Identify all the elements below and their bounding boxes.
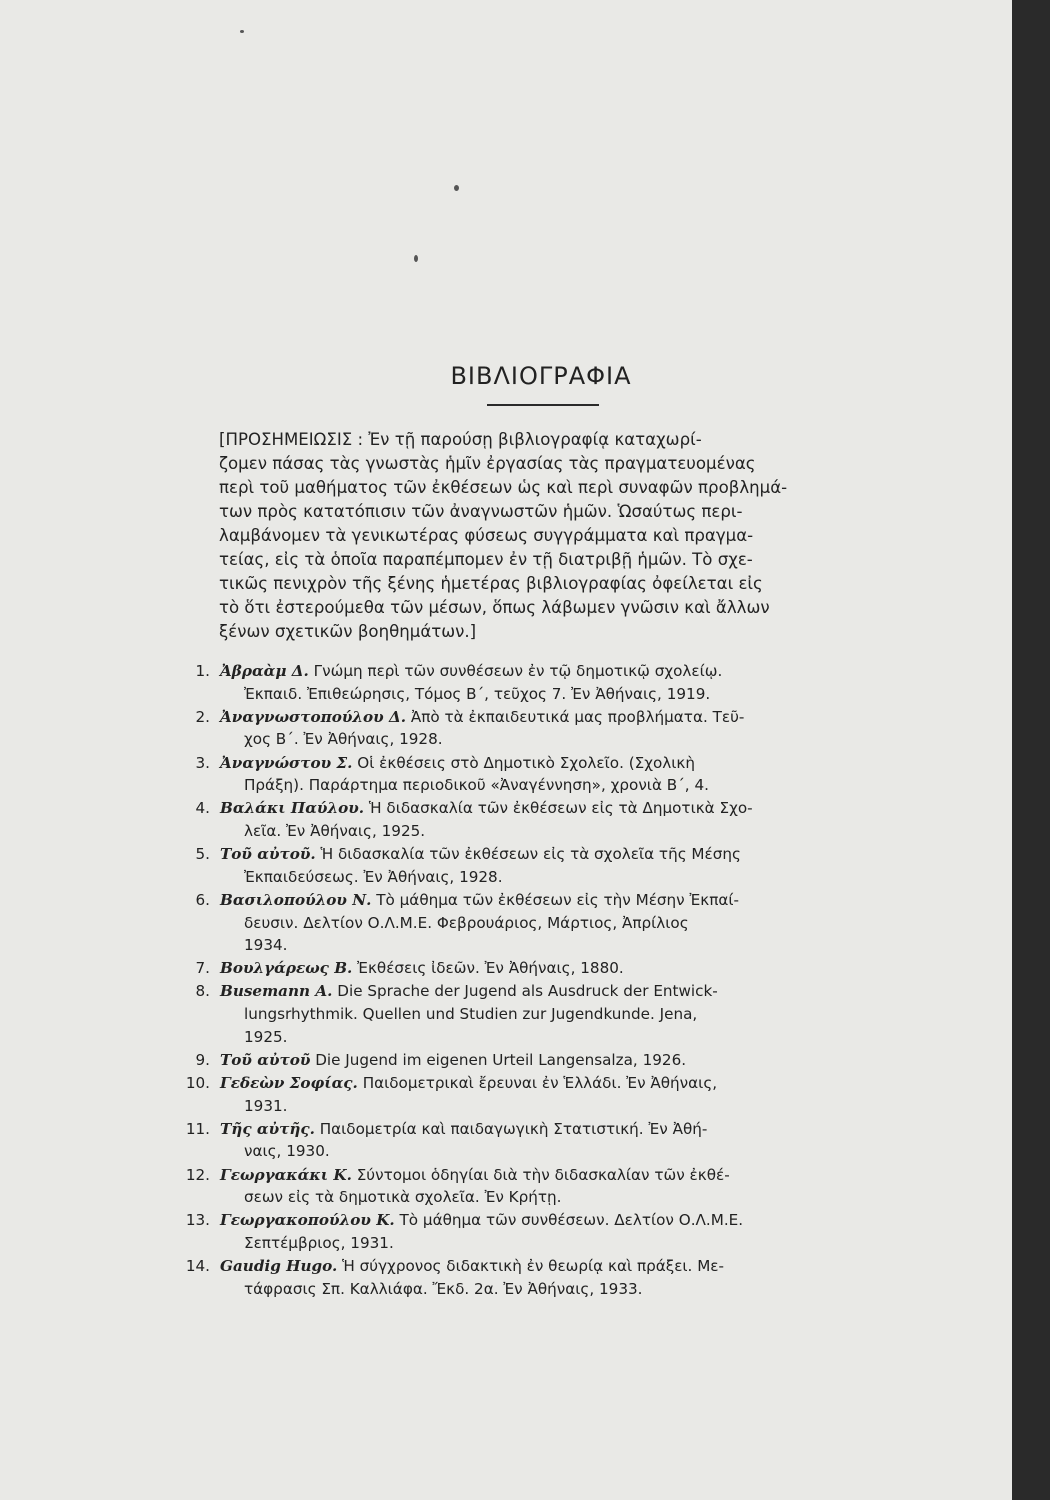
reference-text: Τὸ μάθημα τῶν ἐκθέσεων εἰς τὴν Μέσην Ἐκπαί- [376, 890, 740, 909]
reference-number: 2. [195, 707, 210, 726]
reference-continuation: Ἐκπαιδ. Ἐπιθεώρησις, Τόμος Β΄, τεῦχος 7. Ἐν Ἀθήναις, 1919. [244, 684, 711, 703]
reference-continuation: λεῖα. Ἐν Ἀθήναις, 1925. [244, 821, 426, 840]
reference-continuation: 1931. [244, 1096, 288, 1115]
reference-number: 3. [195, 753, 210, 772]
reference-text: Ἀπὸ τὰ ἐκπαιδευτικά μας προβλήματα. Τεῦ- [410, 707, 745, 726]
reference-continuation: lungsrhythmik. Quellen und Studien zur Jugendkunde. Jena, [244, 1005, 698, 1024]
reference-entry [176, 957, 896, 980]
reference-continuation: Ἐκπαιδεύσεως. Ἐν Ἀθήναις, 1928. [244, 867, 503, 886]
note-line: ξένων σχετικῶν βοηθημάτων.] [219, 622, 477, 641]
reference-text: Γνώμη περὶ τῶν συνθέσεων ἐν τῷ δημοτικῷ σχολείῳ. [313, 662, 723, 680]
note-line: περὶ τοῦ μαθήματος τῶν ἐκθέσεων ὡς καὶ περὶ συναφῶν προβλημά- [219, 478, 788, 497]
reference-entry [176, 1164, 896, 1209]
note-line: τείας, εἰς τὰ ὁποῖα παραπέμπομεν ἐν τῇ διατριβῇ ἡμῶν. Τὸ σχε- [219, 550, 753, 569]
reference-number: 10. [185, 1074, 210, 1093]
reference-number: 1. [195, 662, 210, 680]
note-line: των πρὸς κατατόπισιν τῶν ἀναγνωστῶν ἡμῶν. Ὡσαύτως περι- [219, 502, 743, 521]
note-line: [ΠΡΟΣΗΜΕΙΩΣΙΣ : Ἐν τῇ παρούσῃ βιβλιογραφίᾳ καταχωρί- [219, 430, 702, 449]
reference-text: Παιδομετρία καὶ παιδαγωγικὴ Στατιστική. Ἐν Ἀθή- [319, 1119, 708, 1138]
reference-continuation: δευσιν. Δελτίον Ο.Λ.Μ.Ε. Φεβρουάριος, Μάρτιος, Ἀπρίλιος [244, 913, 689, 932]
reference-author: Ἀναγνώστου Σ. [220, 753, 353, 772]
reference-number: 13. [185, 1211, 210, 1230]
reference-author: Γεωργακάκι Κ. [220, 1165, 352, 1184]
reference-entry [176, 889, 896, 957]
reference-author: Γεδεὼν Σοφίας. [220, 1074, 358, 1093]
reference-number: 5. [195, 845, 210, 864]
paper-speck [454, 185, 459, 191]
preliminary-note [219, 428, 881, 644]
reference-continuation: Σεπτέμβριος, 1931. [244, 1233, 394, 1252]
note-line: λαμβάνομεν τὰ γενικωτέρας φύσεως συγγράμματα καὶ πραγμα- [219, 526, 754, 545]
reference-number: 7. [195, 959, 210, 978]
reference-entry [176, 843, 896, 888]
reference-number: 6. [195, 890, 210, 909]
reference-number: 8. [195, 982, 210, 1001]
reference-entry [176, 1049, 896, 1072]
reference-number: 14. [185, 1257, 210, 1276]
reference-entry [176, 797, 896, 842]
reference-text: Ἐκθέσεις ἰδεῶν. Ἐν Ἀθήναις, 1880. [357, 959, 624, 978]
reference-continuation: ναις, 1930. [244, 1142, 330, 1161]
reference-author: Busemann A. [220, 982, 333, 1001]
reference-text: Σύντομοι ὁδηγίαι διὰ τὴν διδασκαλίαν τῶν ἐκθέ- [356, 1165, 730, 1184]
paper-speck [240, 30, 244, 33]
reference-entry [176, 1072, 896, 1117]
reference-continuation: σεων εἰς τὰ δημοτικὰ σχολεῖα. Ἐν Κρήτῃ. [244, 1188, 562, 1207]
reference-entry [176, 1255, 896, 1300]
reference-continuation: τάφρασις Σπ. Καλλιάφα. Ἔκδ. 2α. Ἐν Ἀθήναις, 1933. [244, 1279, 643, 1298]
reference-text: Ἡ σύγχρονος διδακτικὴ ἐν θεωρίᾳ καὶ πράξει. Με- [342, 1257, 725, 1276]
reference-continuation: 1925. [244, 1027, 288, 1046]
reference-entry [176, 1118, 896, 1163]
reference-author: Ἀβραὰμ Δ. [220, 662, 309, 680]
reference-number: 11. [185, 1119, 210, 1138]
page-title: ΒΙΒΛΙΟΓΡΑΦΙΑ [450, 362, 632, 390]
title-underline [487, 404, 599, 406]
note-line: τὸ ὅτι ἐστερούμεθα τῶν μέσων, ὅπως λάβωμεν γνῶσιν καὶ ἄλλων [219, 598, 770, 617]
note-line: ζομεν πάσας τὰς γνωστὰς ἡμῖν ἐργασίας τὰς πραγματευομένας [219, 454, 756, 473]
reference-number: 4. [195, 799, 210, 818]
reference-entry [176, 1209, 896, 1254]
reference-text: Ἡ διδασκαλία τῶν ἐκθέσεων εἰς τὰ σχολεῖα τῆς Μέσης [320, 845, 741, 864]
reference-author: Γεωργακοπούλου Κ. [220, 1211, 395, 1230]
note-line: τικῶς πενιχρὸν τῆς ξένης ἡμετέρας βιβλιογραφίας ὀφείλεται εἰς [219, 574, 763, 593]
reference-text: Παιδομετρικαὶ ἔρευναι ἐν Ἑλλάδι. Ἐν Ἀθήναις, [362, 1074, 718, 1093]
paper-speck [414, 255, 418, 262]
reference-number: 9. [195, 1050, 210, 1069]
reference-continuation: χος Β΄. Ἐν Ἀθήναις, 1928. [244, 730, 443, 749]
reference-text: Τὸ μάθημα τῶν συνθέσεων. Δελτίον Ο.Λ.Μ.Ε. [399, 1211, 744, 1230]
reference-list [176, 660, 896, 1300]
reference-author: Βουλγάρεως Β. [220, 959, 353, 978]
reference-author: Τοῦ αὐτοῦ [220, 1050, 311, 1069]
reference-continuation: Πράξη). Παράρτημα περιοδικοῦ «Ἀναγέννηση», χρονιὰ Β΄, 4. [244, 776, 709, 795]
reference-entry [176, 752, 896, 797]
reference-entry [176, 980, 896, 1048]
reference-number: 12. [185, 1165, 210, 1184]
reference-text: Die Sprache der Jugend als Ausdruck der Entwick- [337, 982, 718, 1001]
reference-author: Ἀναγνωστοπούλου Δ. [220, 707, 407, 726]
reference-author: Τῆς αὐτῆς. [220, 1119, 315, 1138]
reference-text: Οἱ ἐκθέσεις στὸ Δημοτικὸ Σχολεῖο. (Σχολικὴ [357, 753, 696, 772]
reference-text: Ἡ διδασκαλία τῶν ἐκθέσεων εἰς τὰ Δημοτικὰ Σχο- [368, 799, 753, 818]
reference-entry [176, 660, 896, 705]
reference-author: Gaudig Hugo. [220, 1257, 338, 1276]
reference-text: Die Jugend im eigenen Urteil Langensalza, 1926. [315, 1050, 687, 1069]
reference-continuation: 1934. [244, 936, 288, 955]
reference-author: Τοῦ αὐτοῦ. [220, 845, 316, 864]
reference-author: Βαλάκι Παύλου. [220, 799, 365, 818]
reference-entry [176, 706, 896, 751]
reference-author: Βασιλοπούλου Ν. [220, 890, 372, 909]
